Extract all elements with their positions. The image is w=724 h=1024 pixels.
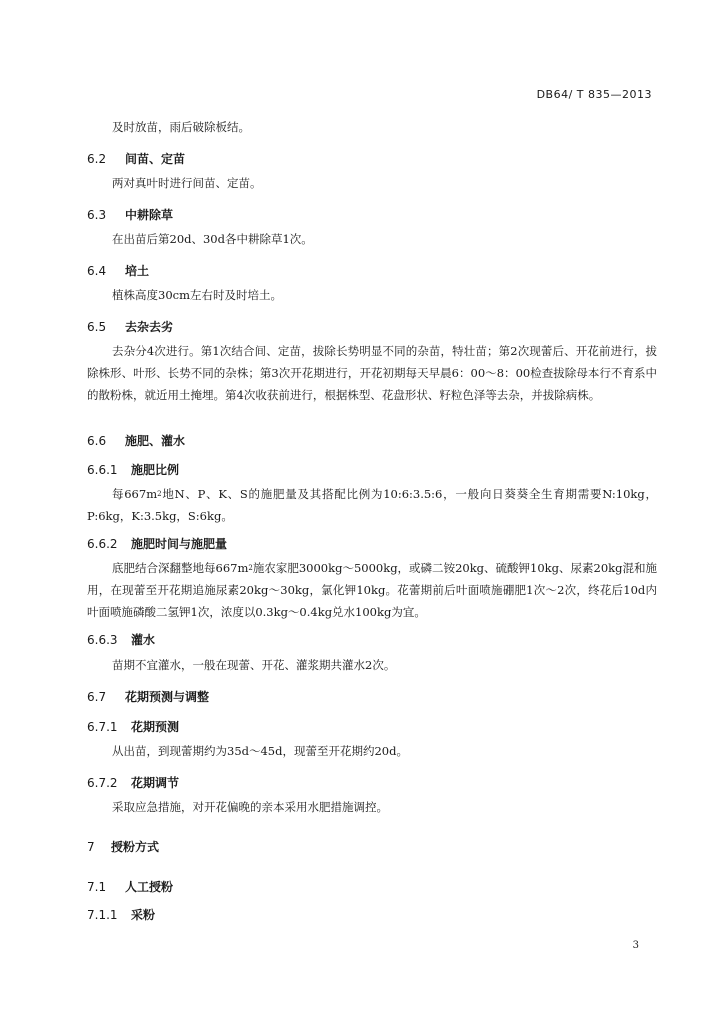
paragraph-text — [87, 483, 657, 527]
superscript: 2 — [157, 490, 162, 498]
section-heading-6-3 — [87, 206, 173, 223]
section-heading-6-7-1 — [87, 718, 179, 735]
section-heading-6-7-2 — [87, 774, 179, 791]
paragraph-text: 及时放苗，雨后破除板结。 — [112, 120, 250, 134]
section-number: 6.6.2 — [87, 537, 118, 551]
section-title: 间苗、定苗 — [125, 152, 186, 166]
section-number: 7.1 — [87, 880, 107, 894]
section-heading-6-6-3 — [87, 631, 155, 648]
section-heading-7-1-1 — [87, 906, 155, 923]
paragraph-text: 植株高度30cm左右时及时培土。 — [112, 288, 282, 302]
paragraph-text: 去杂分4次进行。第1次结合间、定苗，拔除长势明显不同的杂苗，特壮苗；第2次现蕾后、开花前进行，拔除株形、叶形、长势不同的杂株；第3次开花期进行，开花初期每天早晨6：00～8：00检查拔除母本行不育系中的散粉株，就近用土掩埋。第4次收获前进行，根据株型、花盘形状、籽粒色泽等去杂，并拔除病株。 — [87, 344, 657, 402]
section-number: 6.7 — [87, 690, 107, 704]
paragraph-text: 两对真叶时进行间苗、定苗。 — [112, 176, 262, 190]
section-heading-6-7 — [87, 688, 209, 705]
section-number: 6.6.1 — [87, 463, 118, 477]
section-title: 灌水 — [131, 633, 156, 647]
section-title: 花期调节 — [131, 776, 180, 790]
section-heading-7-1 — [87, 878, 173, 895]
section-title: 花期预测 — [131, 720, 180, 734]
section-number: 7 — [87, 840, 95, 854]
section-number: 6.2 — [87, 152, 107, 166]
paragraph-text-part: 每667m — [112, 487, 158, 501]
section-number: 6.5 — [87, 320, 107, 334]
section-title: 人工授粉 — [125, 880, 174, 894]
section-number: 6.4 — [87, 264, 107, 278]
section-title: 采粉 — [131, 908, 156, 922]
section-heading-6-5 — [87, 318, 173, 335]
paragraph-text-part: 底肥结合深翻整地每667m — [112, 561, 249, 575]
section-heading-6-6-2 — [87, 535, 227, 552]
section-title: 中耕除草 — [125, 208, 174, 222]
section-number: 6.6.3 — [87, 633, 118, 647]
section-heading-7 — [87, 838, 159, 855]
superscript: 2 — [248, 564, 253, 572]
section-title: 花期预测与调整 — [125, 690, 210, 704]
section-number: 7.1.1 — [87, 908, 118, 922]
section-heading-6-4 — [87, 262, 149, 279]
section-heading-6-6-1 — [87, 461, 179, 478]
section-title: 去杂去劣 — [125, 320, 174, 334]
paragraph-text: 苗期不宜灌水，一般在现蕾、开花、灌浆期共灌水2次。 — [112, 658, 396, 672]
section-title: 培土 — [125, 264, 150, 278]
section-heading-6-6 — [87, 432, 185, 449]
paragraph-text — [87, 557, 657, 623]
section-title: 施肥时间与施肥量 — [131, 537, 228, 551]
page-number: 3 — [632, 940, 639, 951]
section-number: 6.7.2 — [87, 776, 118, 790]
section-number: 6.7.1 — [87, 720, 118, 734]
section-heading-6-2 — [87, 150, 185, 167]
paragraph-text: 从出苗，到现蕾期约为35d～45d，现蕾至开花期约20d。 — [112, 744, 408, 758]
section-title: 授粉方式 — [111, 840, 160, 854]
paragraph-text: 采取应急措施，对开花偏晚的亲本采用水肥措施调控。 — [112, 800, 388, 814]
paragraph-text-part: 地N、P、K、S的施肥量及其搭配比例为10:6:3.5:6，一般向日葵葵全生育期需要N:10kg，P:6kg，K:3.5kg，S:6kg。 — [87, 487, 658, 523]
section-number: 6.3 — [87, 208, 107, 222]
paragraph-text-part: 施农家肥3000kg～5000kg，或磷二铵20kg、硫酸钾10kg、尿素20kg混和施用，在现蕾至开花期追施尿素20kg～30kg，氯化钾10kg。花蕾期前后叶面喷施硼肥1次～2次，终花后10d内叶面喷施磷酸二氢钾1次，浓度以0.3kg～0.4kg兑水100kg为宜。 — [87, 561, 657, 619]
paragraph-text: 在出苗后第20d、30d各中耕除草1次。 — [112, 232, 313, 246]
section-title: 施肥比例 — [131, 463, 180, 477]
section-number: 6.6 — [87, 434, 107, 448]
section-title: 施肥、灌水 — [125, 434, 186, 448]
standard-code: DB64/ T 835—2013 — [536, 88, 652, 101]
